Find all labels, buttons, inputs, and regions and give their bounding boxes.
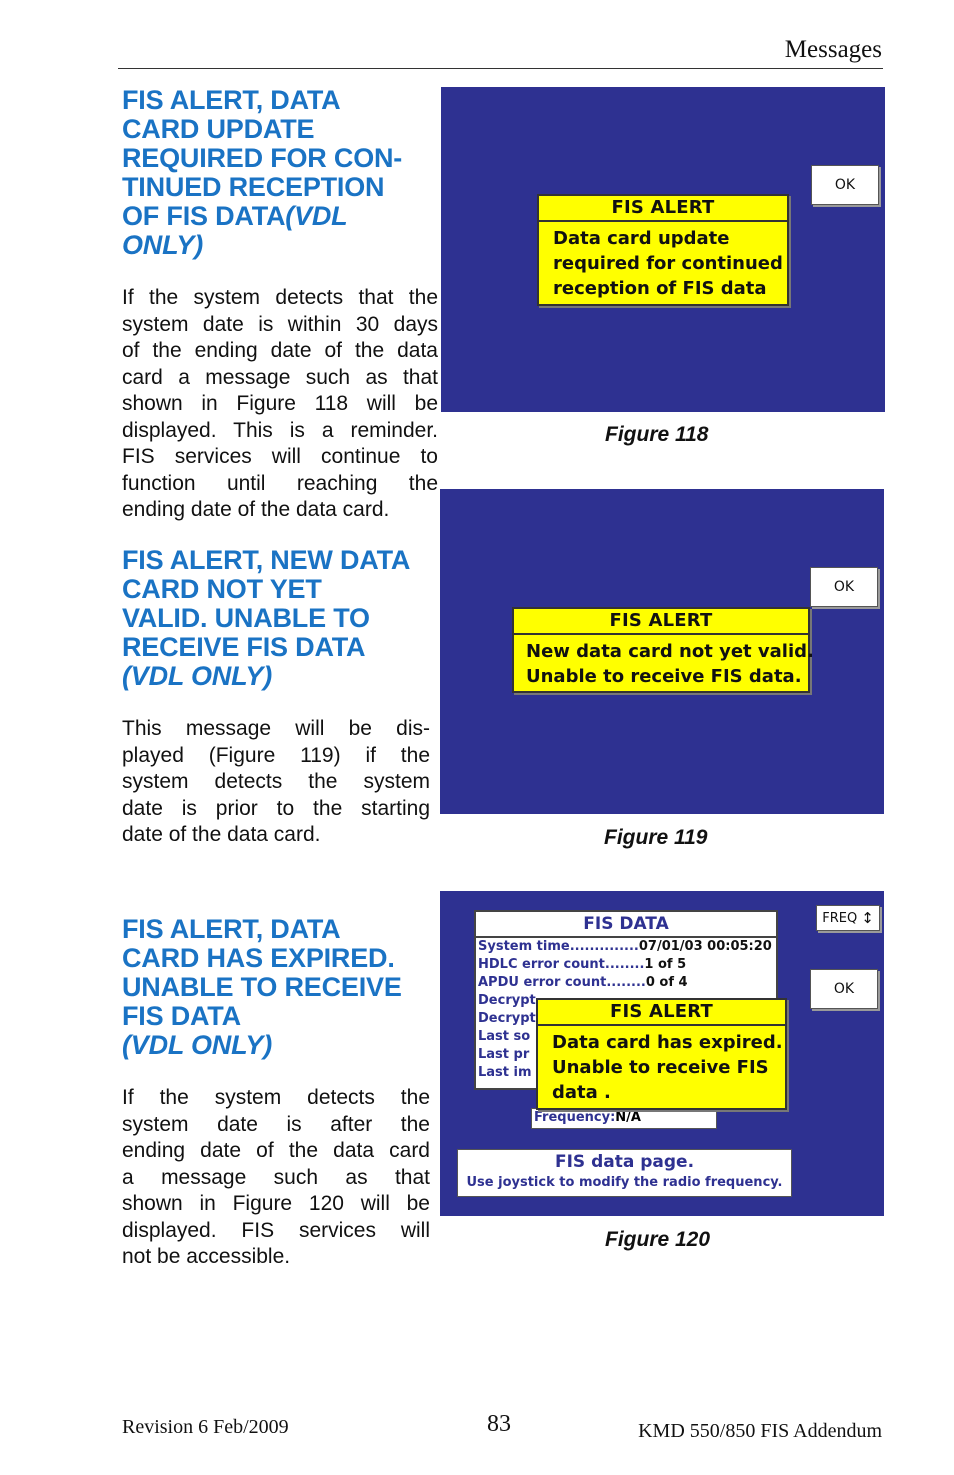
section-body-update-required bbox=[122, 285, 438, 524]
body-line: FIS services will continue to bbox=[122, 445, 438, 468]
heading-line: CARD UPDATE bbox=[122, 114, 315, 144]
row-label: Last so bbox=[478, 1029, 531, 1044]
row-leader: ........ bbox=[604, 957, 645, 972]
freq-label: FREQ bbox=[822, 910, 858, 926]
body-line: system detects the system bbox=[122, 770, 430, 793]
heading-line: CARD HAS EXPIRED. bbox=[122, 943, 395, 973]
fis-data-row bbox=[476, 956, 776, 974]
freq-button[interactable] bbox=[816, 905, 880, 931]
figure-118-screen bbox=[441, 87, 885, 412]
figure-caption: Figure 120 bbox=[605, 1228, 711, 1251]
alert-title: FIS ALERT bbox=[514, 609, 808, 635]
alert-message bbox=[539, 222, 787, 305]
fis-data-row bbox=[476, 938, 776, 956]
ok-button[interactable]: OK bbox=[810, 969, 878, 1009]
heading-line: CARD NOT YET bbox=[122, 574, 322, 604]
alert-line: Unable to receive FIS data. bbox=[526, 666, 802, 687]
footer-doc-title: KMD 550/850 FIS Addendum bbox=[638, 1420, 882, 1442]
body-line: ending date of the data card bbox=[122, 1139, 430, 1162]
body-line: system date is within 30 days bbox=[122, 312, 438, 336]
row-label: Decrypt bbox=[478, 993, 536, 1008]
section-body-expired bbox=[122, 1085, 430, 1271]
row-value: 0 of 4 bbox=[645, 975, 688, 990]
heading-line: FIS ALERT, DATA bbox=[122, 85, 341, 115]
row-label: HDLC error count bbox=[478, 957, 605, 972]
fis-data-row bbox=[476, 974, 776, 992]
heading-line: FIS ALERT, NEW DATA bbox=[122, 545, 411, 575]
heading-line bbox=[122, 202, 442, 231]
page-number: 83 bbox=[487, 1411, 511, 1437]
frequency-value: N/A bbox=[615, 1110, 641, 1125]
heading-line: TINUED RECEPTION bbox=[122, 172, 385, 202]
body-line: shown in Figure 120 will be bbox=[122, 1192, 430, 1215]
alert-line: required for continued bbox=[553, 253, 783, 274]
heading-italic: ONLY) bbox=[122, 230, 203, 260]
row-label: System time bbox=[478, 939, 570, 954]
figure-119-screen bbox=[440, 489, 884, 814]
alert-line: data . bbox=[552, 1082, 611, 1103]
body-line: of the ending date of the data bbox=[122, 339, 438, 362]
body-line: displayed. This is a reminder. bbox=[122, 418, 438, 442]
footer-revision: Revision 6 Feb/2009 bbox=[122, 1416, 289, 1438]
heading-line: RECEIVE FIS DATA bbox=[122, 632, 366, 662]
fis-alert-dialog bbox=[537, 194, 789, 306]
running-header: Messages bbox=[784, 36, 882, 63]
alert-line: New data card not yet valid. bbox=[526, 641, 814, 662]
body-line: ending date of the data card. bbox=[122, 498, 390, 521]
heading-line: FIS DATA bbox=[122, 1001, 241, 1031]
alert-line: reception of FIS data bbox=[553, 278, 767, 299]
frequency-label: Frequency: bbox=[534, 1110, 616, 1125]
heading-italic: (VDL ONLY) bbox=[122, 1030, 272, 1060]
section-heading-expired bbox=[122, 915, 442, 1060]
ok-button[interactable]: OK bbox=[811, 165, 879, 205]
heading-italic: (VDL ONLY) bbox=[122, 661, 272, 691]
heading-italic: (VDL bbox=[285, 201, 348, 231]
body-line: date is prior to the starting bbox=[122, 796, 430, 820]
row-value: 1 of 5 bbox=[644, 957, 687, 972]
row-label: Decrypt bbox=[478, 1011, 536, 1026]
row-leader: .............. bbox=[569, 939, 639, 954]
up-down-arrow-icon: ↕ bbox=[861, 909, 874, 927]
header-rule bbox=[118, 68, 883, 69]
body-line: If the system detects that the bbox=[122, 286, 438, 309]
info-title: FIS data page. bbox=[554, 1152, 695, 1172]
fis-data-page-info bbox=[457, 1149, 792, 1197]
frequency-field bbox=[531, 1108, 717, 1129]
body-line: date of the data card. bbox=[122, 823, 321, 846]
alert-line: Data card has expired. bbox=[552, 1032, 783, 1053]
body-line: If the system detects the bbox=[122, 1086, 430, 1109]
row-label: Last im bbox=[478, 1065, 532, 1080]
heading-line: UNABLE TO RECEIVE bbox=[122, 972, 402, 1002]
row-leader: ........ bbox=[606, 975, 646, 990]
body-line: a message such as that bbox=[122, 1165, 430, 1189]
ok-button[interactable]: OK bbox=[810, 567, 878, 607]
fis-data-title: FIS DATA bbox=[476, 912, 776, 938]
section-heading-update-required bbox=[122, 86, 442, 260]
body-line: played (Figure 119) if the bbox=[122, 743, 430, 767]
figure-caption: Figure 119 bbox=[604, 826, 708, 849]
body-line: This message will be dis- bbox=[122, 717, 430, 740]
heading-line: REQUIRED FOR CON- bbox=[122, 143, 403, 173]
alert-title: FIS ALERT bbox=[539, 196, 787, 222]
heading-line: FIS ALERT, DATA bbox=[122, 914, 341, 944]
body-line: displayed. FIS services will bbox=[122, 1218, 430, 1242]
heading-text: OF FIS DATA bbox=[122, 201, 286, 231]
info-subtitle: Use joystick to modify the radio frequency. bbox=[466, 1175, 783, 1190]
fis-alert-dialog bbox=[512, 607, 814, 693]
section-heading-not-yet-valid bbox=[122, 546, 442, 691]
heading-line: VALID. UNABLE TO bbox=[122, 603, 370, 633]
body-line: card a message such as that bbox=[122, 365, 438, 389]
alert-line: Unable to receive FIS bbox=[552, 1057, 769, 1078]
row-value: 07/01/03 00:05:20 bbox=[638, 939, 772, 954]
row-label: Last pr bbox=[478, 1047, 530, 1062]
body-line: not be accessible. bbox=[122, 1245, 291, 1268]
alert-message bbox=[514, 635, 814, 693]
body-line: function until reaching the bbox=[122, 471, 438, 495]
figure-caption: Figure 118 bbox=[605, 423, 709, 446]
body-line: system date is after the bbox=[122, 1112, 430, 1136]
alert-line: Data card update bbox=[553, 228, 730, 249]
body-line: shown in Figure 118 will be bbox=[122, 392, 438, 415]
alert-title: FIS ALERT bbox=[538, 1000, 785, 1026]
row-label: APDU error count bbox=[478, 975, 607, 990]
fis-alert-dialog bbox=[536, 998, 787, 1110]
alert-message bbox=[538, 1026, 785, 1109]
figure-120-screen bbox=[440, 891, 884, 1216]
section-body-not-yet-valid bbox=[122, 716, 430, 849]
